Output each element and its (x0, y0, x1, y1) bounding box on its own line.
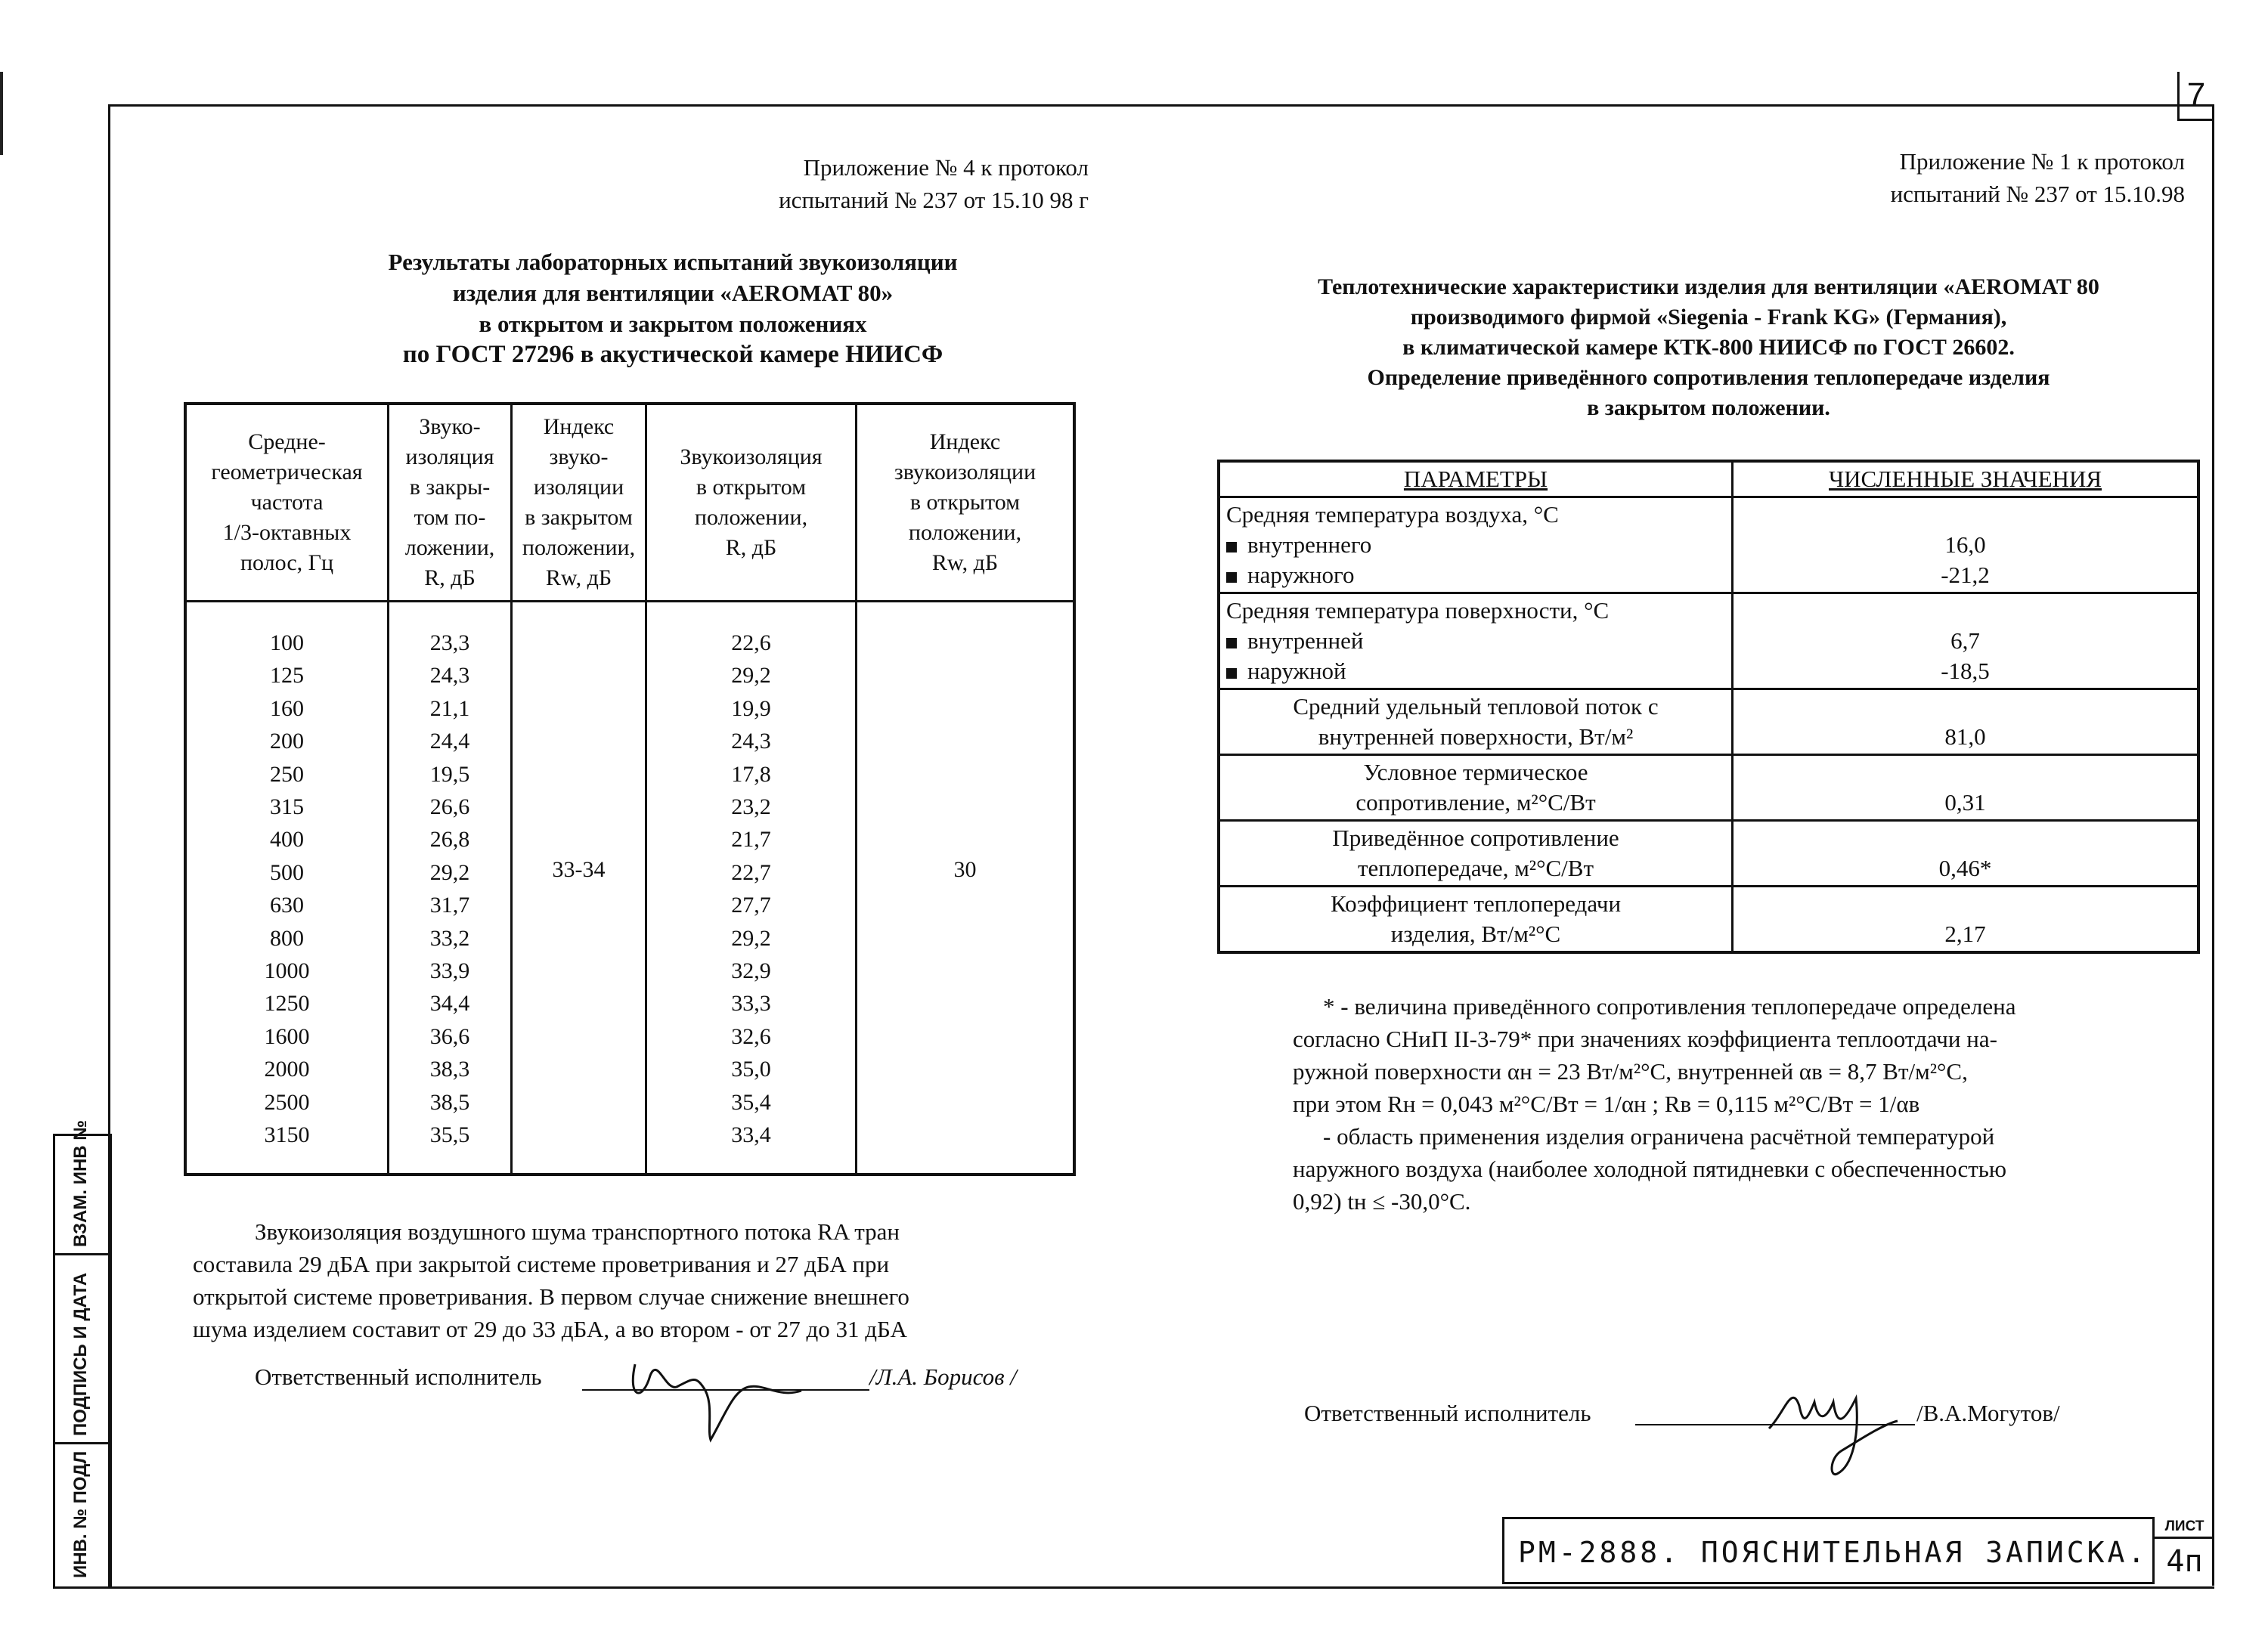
right-note-line-7: 0,92) tн ≤ -30,0°С. (1293, 1188, 1471, 1215)
title-stamp: РМ-2888. ПОЯСНИТЕЛЬНАЯ ЗАПИСКА. (1502, 1517, 2152, 1584)
thermal-value-cell (1733, 593, 2199, 689)
param-value: -21,2 (1941, 562, 1990, 588)
left-title (295, 246, 1051, 370)
right-title-line-2: производимого фирмой «Siegenia - Frank KG» (Германия), (1410, 305, 2007, 330)
right-note-line-3: ружной поверхности αн = 23 Вт/м²°С, внутренней αв = 8,7 Вт/м²°С, (1293, 1058, 1968, 1085)
col-r-open: Звукоизоляция в открытом положении, R, дБ (646, 404, 857, 602)
side-cell-inv (55, 1442, 110, 1584)
param-sub-label: наружной (1247, 658, 1346, 684)
param-label-2: Средняя температура поверхности, °С (1226, 597, 1610, 624)
frequency-values: 100 125 160 200 250 315 400 500 630 800 1000 1250 1600 2000 2500 3150 (185, 602, 389, 1175)
right-title-line-1: Теплотехнические характеристики изделия для вентиляции «AEROMAT 80 (1318, 274, 2099, 299)
sheet-list-box (2152, 1517, 2214, 1584)
thermal-table (1217, 460, 2200, 954)
thermal-row (1219, 593, 2198, 689)
left-title-line-1: Результаты лабораторных испытаний звукоизоляции (388, 249, 958, 275)
right-title-line-3: в климатической камере КТК-800 НИИСФ по ГОСТ 26602. (1402, 335, 2015, 360)
right-note (1293, 990, 2185, 1218)
col-rw-open: Индекс звукоизоляции в открытом положении, Rw, дБ (857, 404, 1075, 602)
side-stamp (53, 1119, 112, 1589)
param-value: -18,5 (1941, 658, 1990, 684)
right-title (1255, 272, 2162, 423)
param-label-1: Средняя температура воздуха, °С (1226, 501, 1559, 528)
param-sub (1226, 656, 1725, 686)
param-label-3: Средний удельный тепловой поток с внутренней поверхности, Вт/м² (1219, 689, 1733, 755)
left-header-line-2: испытаний № 237 от 15.10 98 г (779, 187, 1089, 213)
param-sub-label: внутреннего (1247, 531, 1372, 558)
left-note-line-2: составила 29 дБА при закрытой системе проветривания и 27 дБА при (193, 1251, 890, 1277)
sound-insulation-table (184, 402, 1076, 1176)
rw-open-cell (857, 602, 1075, 1175)
right-signature (1754, 1368, 1905, 1489)
param-value: 0,31 (1733, 755, 2199, 821)
right-signer-label: Ответственный исполнитель (1304, 1400, 1591, 1426)
rw-open-value: 30 (953, 857, 977, 882)
list-label: ЛИСТ (2155, 1517, 2214, 1539)
bullet-icon (1226, 668, 1237, 679)
right-title-line-5: в закрытом положении. (1587, 395, 1830, 420)
left-edge-mark (0, 72, 3, 155)
right-header-line-2: испытаний № 237 от 15.10.98 (1890, 181, 2185, 207)
left-note-line-4: шума изделием составит от 29 до 33 дБА, а во втором - от 27 до 31 дБА (193, 1316, 907, 1342)
right-header-line-1: Приложение № 1 к протокол (1899, 148, 2185, 175)
drawing-frame-right (2212, 104, 2214, 1586)
param-label-5: Приведённое сопротивление теплопередаче, м²°С/Вт (1219, 821, 1733, 887)
thermal-row (1219, 887, 2198, 953)
right-note-line-6: наружного воздуха (наиболее холодной пятидневки с обеспеченностью (1293, 1156, 2007, 1182)
right-note-line-2: согласно СНиП II-3-79* при значениях коэффициента теплоотдачи на- (1293, 1026, 1997, 1052)
rw-closed-value: 33-34 (552, 857, 606, 882)
col-values: ЧИСЛЕННЫЕ ЗНАЧЕНИЯ (1733, 461, 2199, 497)
param-value: 0,46* (1733, 821, 2199, 887)
right-header (1754, 145, 2185, 210)
bullet-icon (1226, 638, 1237, 648)
side-label-replace: ВЗАМ. ИНВ № (70, 1119, 91, 1247)
list-value: 4п (2166, 1544, 2203, 1579)
left-note (193, 1215, 1100, 1345)
left-title-line-4: по ГОСТ 27296 в акустической камере НИИСФ (402, 341, 943, 368)
right-note-line-4: при этом Rн = 0,043 м²°С/Вт = 1/αн ; Rв = 0,115 м²°С/Вт = 1/αв (1293, 1091, 1920, 1117)
bullet-icon (1226, 542, 1237, 552)
col-r-closed: Звуко- изоляция в закры- том по- ложении, R, дБ (389, 404, 512, 602)
param-sub-label: внутренней (1247, 627, 1364, 654)
left-header-line-1: Приложение № 4 к протокол (803, 154, 1089, 181)
param-value: 81,0 (1733, 689, 2199, 755)
left-note-line-1: Звукоизоляция воздушного шума транспортного потока RA тран (255, 1218, 900, 1245)
param-value: 6,7 (1950, 627, 1980, 654)
left-signer-label: Ответственный исполнитель (255, 1363, 542, 1390)
side-cell-replace (55, 1119, 110, 1255)
col-rw-closed: Индекс звуко- изоляции в закрытом положении, Rw, дБ (512, 404, 646, 602)
param-value: 16,0 (1944, 531, 1986, 558)
thermal-value-cell (1733, 497, 2199, 593)
left-title-line-3: в открытом и закрытом положениях (479, 311, 867, 337)
thermal-row (1219, 689, 2198, 755)
side-cell-sign (55, 1253, 110, 1444)
left-header (643, 151, 1089, 216)
right-title-line-4: Определение приведённого сопротивления теплопередаче изделия (1367, 365, 2050, 390)
param-label-6: Коэффициент теплопередачи изделия, Вт/м²°С (1219, 887, 1733, 953)
param-sub (1226, 626, 1725, 656)
left-signature (620, 1345, 816, 1451)
param-sub (1226, 560, 1725, 590)
bullet-icon (1226, 572, 1237, 583)
param-value: 2,17 (1733, 887, 2199, 953)
side-label-inv: ИНВ. № ПОДЛ (70, 1450, 91, 1578)
thermal-row (1219, 821, 2198, 887)
right-signer-name: /В.А.Могутов/ (1916, 1400, 2060, 1426)
param-sub (1226, 530, 1725, 560)
left-note-line-3: открытой системе проветривания. В первом случае снижение внешнего (193, 1283, 909, 1310)
thermal-param-cell (1219, 497, 1733, 593)
left-signer-name: /Л.А. Борисов / (869, 1363, 1017, 1390)
rw-closed-cell (512, 602, 646, 1175)
param-label-4: Условное термическое сопротивление, м²°С/Вт (1219, 755, 1733, 821)
thermal-param-cell (1219, 593, 1733, 689)
sheet-number: 7 (2177, 72, 2213, 121)
left-title-line-2: изделия для вентиляции «AEROMAT 80» (452, 280, 894, 306)
thermal-row (1219, 755, 2198, 821)
thermal-row (1219, 497, 2198, 593)
right-note-line-5: - область применения изделия ограничена расчётной температурой (1323, 1123, 1995, 1150)
param-sub-label: наружного (1247, 562, 1355, 588)
col-frequency: Средне- геометрическая частота 1/3-октавных полос, Гц (185, 404, 389, 602)
r-open-values: 22,6 29,2 19,9 24,3 17,8 23,2 21,7 22,7 27,7 29,2 32,9 33,3 32,6 35,0 35,4 33,4 (646, 602, 857, 1175)
r-closed-values: 23,3 24,3 21,1 24,4 19,5 26,6 26,8 29,2 31,7 33,2 33,9 34,4 36,6 38,3 38,5 35,5 (389, 602, 512, 1175)
side-label-sign: ПОДПИСЬ И ДАТА (70, 1272, 91, 1436)
right-note-line-1: * - величина приведённого сопротивления теплопередаче определена (1323, 993, 2016, 1020)
col-params: ПАРАМЕТРЫ (1219, 461, 1733, 497)
